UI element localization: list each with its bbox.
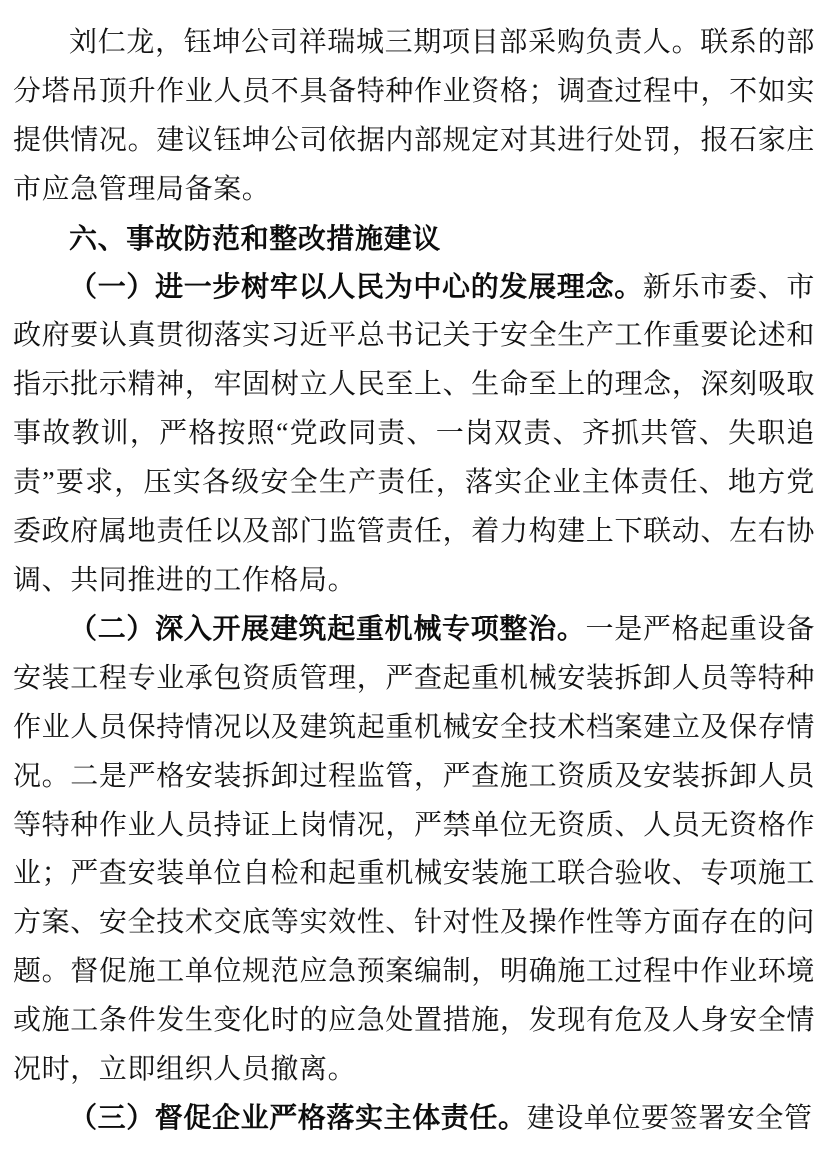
subsection-1-heading: （一）进一步树牢以人民为中心的发展理念。 bbox=[69, 271, 643, 303]
paragraph-subsection-2 bbox=[13, 606, 815, 1095]
subsection-2-heading: （二）深入开展建筑起重机械专项整治。 bbox=[69, 613, 586, 645]
paragraph-subsection-3 bbox=[13, 1095, 815, 1144]
paragraph-text: 刘仁龙，钰坤公司祥瑞城三期项目部采购负责人。联系的部分塔吊顶升作业人员不具备特种作业资格；调查过程中，不如实提供情况。建议钰坤公司依据内部规定对其进行处罚，报石家庄市应急管理局备案。 bbox=[13, 27, 815, 205]
paragraph-subsection-1 bbox=[13, 264, 815, 606]
paragraph-text: 新乐市委、市政府要认真贯彻落实习近平总书记关于安全生产工作重要论述和指示批示精神，牢固树立人民至上、生命至上的理念，深刻吸取事故教训，严格按照“党政同责、一岗双责、齐抓共管、失职追责”要求，压实各级安全生产责任，落实企业主体责任、地方党委政府属地责任以及部门监管责任，着力构建上下联动、左右协调、共同推进的工作格局。 bbox=[13, 271, 815, 596]
paragraph-penalty-recommendation bbox=[13, 19, 815, 215]
paragraph-text: 一是严格起重设备安装工程专业承包资质管理，严查起重机械安装拆卸人员等特种作业人员保持情况以及建筑起重机械安全技术档案建立及保存情况。二是严格安装拆卸过程监管，严查施工资质及安装拆卸人员等特种作业人员持证上岗情况，严禁单位无资质、人员无资格作业；严查安装单位自检和起重机械安装施工联合验收、专项施工方案、安全技术交底等实效性、针对性及操作性等方面存在的问题。督促施工单位规范应急预案编制，明确施工过程中作业环境或施工条件发生变化时的应急处置措施，发现有危及人身安全情况时，立即组织人员撤离。 bbox=[13, 613, 815, 1086]
paragraph-text: 建设单位要签署安全管 bbox=[526, 1102, 813, 1134]
section-heading-prevention-measures bbox=[13, 215, 815, 264]
subsection-3-heading: （三）督促企业严格落实主体责任。 bbox=[69, 1102, 527, 1134]
section-heading-text: 六、事故防范和整改措施建议 bbox=[69, 222, 441, 254]
